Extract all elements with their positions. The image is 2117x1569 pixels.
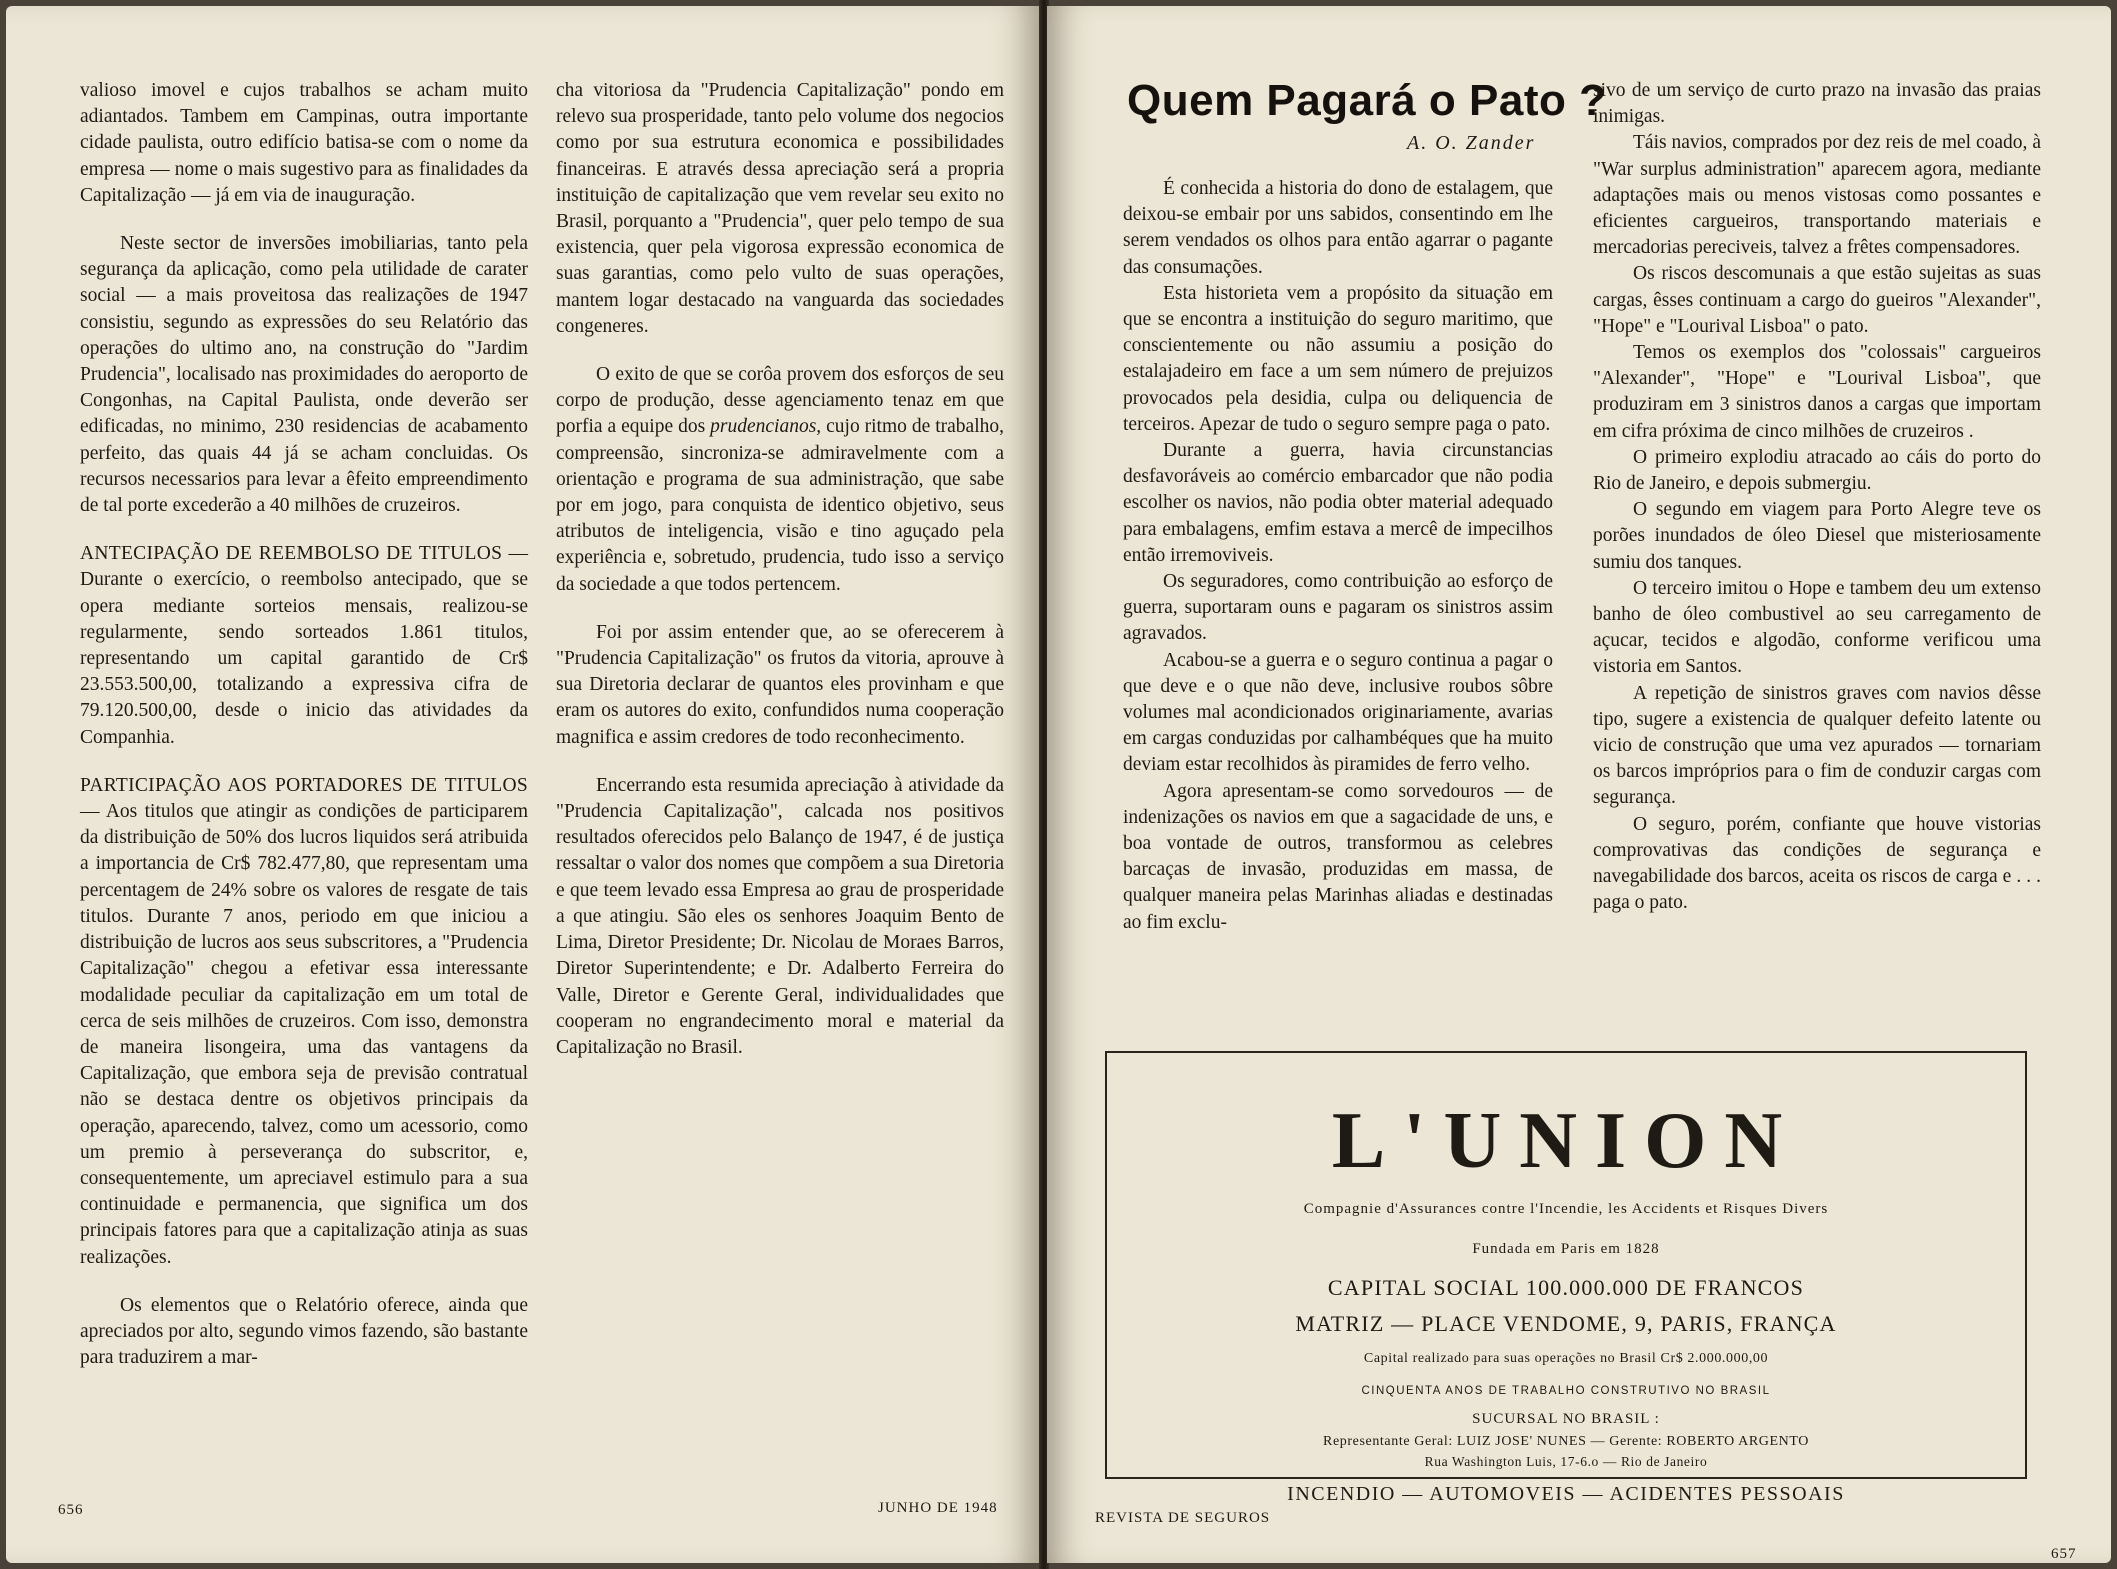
paragraph: [80, 773, 528, 1271]
paragraph-text: — Aos titulos que atingir as condições de participarem da distribuição de 50% dos lucros liquidos será atribuida a importancia de Cr$ 782.477,80, que representam uma percentagem de 24% sobre os valores de resgate de tais titulos. Durante 7 anos, periodo em que iniciou a distribuição de lucros aos seus subscritores, a "Prudencia Capitalização" chegou a efetivar essa interessante modalidade peculiar da capitalização em um total de cerca de seis milhões de cruzeiros. Com isso, demonstra de maneira lisongeira, uma das vantagens da Capitalização, que embora seja de previsão contratual não se destaca dentre os objetivos principais da operação, aparecendo, talvez, como um acessorio, como um premio à perseverança do subscritor, e, consequentemente, um apreciavel estimulo para a sua continuidade e permanencia, que significa um dos principais fatores para que a capitalização atinja as suas realizações.: [80, 801, 528, 1268]
right-page: [1047, 6, 2111, 1563]
paragraph: Durante a guerra, havia circunstancias desfavoráveis ao comércio embarcador que não podia escolher os navios, não podia obter material adequado para embalagens, emfim estava a mercê de impecilhos então irremoviveis.: [1123, 440, 1553, 566]
ad-representatives: Representante Geral: LUIZ JOSE' NUNES — Gerente: ROBERTO ARGENTO: [1323, 1434, 1809, 1449]
paragraph: sivo de um serviço de curto prazo na invasão das praias inimigas.: [1593, 80, 2041, 128]
paragraph: Táis navios, comprados por dez reis de mel coado, à "War surplus administration" aparecem agora, mediante adaptações mais ou menos vistosas como possantes e eficientes cargueiros, transportando materiais e mercadorias pereciveis, talvez a frêtes compensadores.: [1593, 132, 2041, 259]
ad-company-name: L'UNION: [1331, 1097, 1801, 1185]
paragraph: Esta historieta vem a propósito da situação em que se encontra a instituição do seguro maritimo, que conscientemente ou não assumiu a posição do estalajadeiro em face a um sem número de prejuizos provocados pela desidia, culpa ou deliquencia de terceiros. Apezar de tudo o seguro sempre paga o pato.: [1123, 282, 1553, 435]
ad-capital: CAPITAL SOCIAL 100.000.000 DE FRANCOS: [1327, 1275, 1805, 1300]
ad-business-lines: INCENDIO — AUTOMOVEIS — ACIDENTES PESSOAIS: [1287, 1483, 1845, 1505]
paragraph: Os seguradores, como contribuição ao esforço de guerra, suportaram ouns e pagaram os sinistros assim agravados.: [1123, 571, 1553, 645]
italic-term: prudencianos,: [710, 416, 822, 438]
ad-company-description: Compagnie d'Assurances contre l'Incendie, les Accidents et Risques Divers: [1303, 1201, 1829, 1217]
paragraph: Neste sector de inversões imobiliarias, tanto pela segurança da aplicação, como pela utilidade de carater social — a mais proveitosa das realizações de 1947 consistiu, segundo as expressões do seu Relatório das operações do ultimo ano, na construção do "Jardim Prudencia", localisado nas proximidades do aeroporto de Congonhas, na Capital Paulista, onde deverão ser edificadas, no minimo, 230 residencias de acabamento perfeito, das quais 44 já se acham concluidas. Os recursos necessarios para levar a êfeito empreendimento de tal porte excederão a 40 milhões de cruzeiros.: [80, 233, 528, 517]
paragraph: O seguro, porém, confiante que houve vistorias comprovativas das condições de segurança e navegabilidade dos barcos, aceita os riscos de carga e . . . paga o pato.: [1593, 813, 2041, 914]
paragraph: Foi por assim entender que, ao se oferecerem à "Prudencia Capitalização" os frutos da vitoria, aprouve à sua Diretoria declarar de quantos eles provinham e que eram os autores do exito, confundidos numa cooperação magnifica e assim credores de todo reconhecimento.: [556, 621, 1004, 748]
ad-branch: SUCURSAL NO BRASIL :: [1472, 1411, 1660, 1427]
ad-slogan: CINQUENTA ANOS DE TRABALHO CONSTRUTIVO NO BRASIL: [1361, 1385, 1771, 1397]
left-column-1: [80, 78, 528, 1371]
ad-founded: Fundada em Paris em 1828: [1472, 1241, 1660, 1257]
right-column-2: [1593, 78, 2041, 917]
paragraph: valioso imovel e cujos trabalhos se acham muito adiantados. Tambem em Campinas, outra importante cidade paulista, outro edifício batisa-se com o nome da empresa — nome o mais sugestivo para as finalidades da Capitalização — já em via de inauguração.: [80, 80, 528, 206]
paragraph: Agora apresentam-se como sorvedouros — de indenizações os navios em que a sagacidade de uns, e boa vontade de outros, transformou as celebres barcaças de invasão, produzidas em massa, de qualquer maneira pelas Marinhas aliadas e destinadas ao fim exclu-: [1123, 780, 1553, 933]
paragraph: O terceiro imitou o Hope e tambem deu um extenso banho de óleo combustivel ao seu carregamento de açucar, tecidos e algodão, conforme verificou uma vistoria em Santos.: [1593, 577, 2041, 678]
magazine-name: REVISTA DE SEGUROS: [1095, 1510, 1271, 1526]
paragraph: [80, 541, 528, 751]
paragraph: O segundo em viagem para Porto Alegre teve os porões inundados de óleo Diesel que misteriosamente sumiu dos tanques.: [1593, 499, 2041, 573]
paragraph: [556, 362, 1004, 598]
ad-headquarters: MATRIZ — PLACE VENDOME, 9, PARIS, FRANÇA: [1295, 1311, 1837, 1336]
paragraph: O primeiro explodiu atracado ao cáis do porto do Rio de Janeiro, e depois submergiu.: [1593, 446, 2041, 495]
paragraph: Temos os exemplos dos "colossais" cargueiros "Alexander", "Hope" e "Lourival Lisboa", que produziram em 3 sinistros danos a cargas que importam em cifra próxima de cinco milhões de cruzeiros .: [1593, 342, 2041, 442]
right-column-1: [1123, 176, 1553, 936]
advertisement-box: [1105, 1051, 2027, 1505]
paragraph: A repetição de sinistros graves com navios dêsse tipo, sugere a existencia de qualquer defeito latente ou vicio de construção que uma vez apurados — tornariam os barcos impróprios para o fim de conduzir cargas com segurança.: [1593, 682, 2041, 809]
paragraph: Acabou-se a guerra e o seguro continua a pagar o que deve e o que não deve, inclusive roubos sôbre volumes mal acondicionados originariamente, avarias em cargas conduzidas por calhambéques que ha muito deviam estar recolhidos às piramides de ferro velho.: [1123, 649, 1553, 776]
left-column-2: [556, 78, 1004, 1061]
section-heading: ANTECIPAÇÃO DE REEMBOLSO DE TITULOS: [80, 543, 503, 565]
paragraph: Os riscos descomunais a que estão sujeitas as suas cargas, êsses continuam a cargo do gueiros "Alexander", "Hope" e "Lourival Lisboa" o pato.: [1593, 263, 2041, 337]
paragraph-text: O exito de que se corôa provem dos esforços de seu corpo de produção, desse agenciamento tenaz em que porfia a equipe dos: [556, 364, 1004, 438]
paragraph: Encerrando esta resumida apreciação à atividade da "Prudencia Capitalização", calcada nos positivos resultados oferecidos pelo Balanço de 1947, é de justiça ressaltar o valor dos nomes que compõem a sua Diretoria e que teem levado essa Empresa ao grau de prosperidade a que atingiu. São eles os senhores Joaquim Bento de Lima, Diretor Presidente; Dr. Nicolau de Moraes Barros, Diretor Superintendente; e Dr. Adalberto Ferreira do Valle, Diretor e Gerente Geral, individualidades que cooperam no engrandecimento moral e material da Capitalização no Brasil.: [556, 774, 1004, 1058]
section-heading: PARTICIPAÇÃO AOS PORTADORES DE TITULOS: [80, 774, 528, 796]
ad-address: Rua Washington Luis, 17-6.o — Rio de Janeiro: [1424, 1454, 1708, 1469]
left-page: [6, 6, 1041, 1563]
paragraph: Os elementos que o Relatório oferece, ainda que apreciados por alto, segundo vimos fazendo, são bastante para traduzirem a mar-: [80, 1294, 528, 1369]
paragraph-text: — Durante o exercício, o reembolso antecipado, que se opera mediante sorteios mensais, realizou-se regularmente, sendo sorteados 1.861 titulos, representando um capital garantido de Cr$ 23.553.500,00, totalizando a expressiva cifra de 79.120.500,00, desde o inicio das atividades da Companhia.: [80, 543, 528, 748]
page-number: 657: [2051, 1546, 2077, 1562]
article-author: A. O. Zander: [1407, 132, 1536, 154]
paragraph: cha vitoriosa da "Prudencia Capitalização" pondo em relevo sua prosperidade, tanto pelo volume dos negocios como por sua estrutura economica e possibilidades financeiras. E através dessa apreciação será a propria instituição de capitalização que vem revelar seu exito no Brasil, porquanto a "Prudencia", quer pelo tempo de sua existencia, quer pela vigorosa expressão economica de suas garantias, como pelo vulto de suas operações, mantem logar destacado na vanguarda das sociedades congeneres.: [556, 80, 1004, 337]
issue-date: JUNHO DE 1948: [878, 1500, 998, 1516]
article-title: Quem Pagará o Pato ?: [1127, 76, 1607, 125]
ad-capital-brasil: Capital realizado para suas operações no Brasil Cr$ 2.000.000,00: [1363, 1351, 1769, 1366]
paragraph-text: cujo ritmo de trabalho, compreensão, sincroniza-se admiravelmente com a orientação e programa de sua administração, que sabe por em jogo, para conquista de identico objetivo, seus atributos de inteligencia, visão e tino aguçado pela experiência e, sobretudo, prudencia, tudo isso a serviço da sociedade a que todos pertencem.: [556, 416, 1004, 595]
page-number: 656: [58, 1502, 84, 1518]
paragraph: É conhecida a historia do dono de estalagem, que deixou-se embair por uns sabidos, consentindo em lhe serem vendados os olhos para então agarrar o pagante das consumações.: [1123, 178, 1553, 278]
